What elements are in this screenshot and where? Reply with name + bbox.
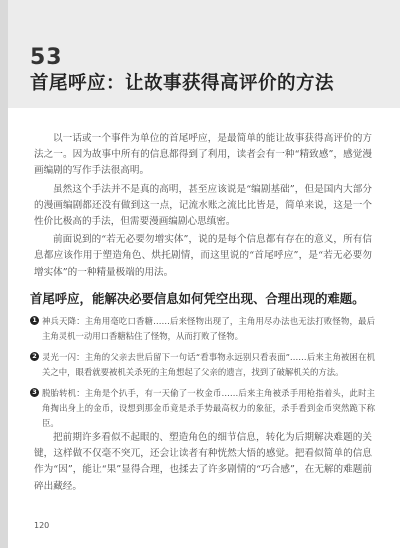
intro-paragraph-1: 以一话或一个事件为单位的首尾呼应，是最简单的能让故事获得高评价的方法之一。因为故事中所有的信息都得到了利用，读者会有一种“精致感”，感觉漫画编剧的写作手法很高明。: [34, 133, 372, 177]
intro-paragraph-2: 虽然这个手法并不是真的高明，甚至应该说是“编剧基础”，但是国内大部分的漫画编剧都还没有做到这一点，记流水账之流比比皆是，简单来说，这是一个性价比极高的手法，但需要漫画编剧心思缜密。: [34, 183, 372, 228]
chapter-title: 首尾呼应：让故事获得高评价的方法: [30, 73, 335, 94]
example-text: 神兵天降：主角用毫吃口香糖……后来怪物出现了，主角用尽办法也无法打败怪物，最后主角灵机一动用口香糖粘住了怪物，从而打败了怪物。: [42, 316, 375, 341]
number-circle-icon: 2: [30, 352, 39, 361]
page-number: 120: [34, 521, 50, 530]
page-edge-strip: [0, 0, 8, 548]
number-circle-icon: 3: [30, 388, 39, 397]
example-item-3: [30, 386, 375, 430]
chapter-number: 53: [30, 45, 63, 70]
number-circle-icon: 1: [30, 316, 39, 325]
example-item-2: [30, 350, 375, 379]
intro-paragraph-3: 前面说到的“若无必要勿增实体”，说的是每个信息都有存在的意义，所有信息都应该作用于塑造角色、烘托剧情，而这里说的“首尾呼应”，是“若无必要勿增实体”的一种精量极端的用法。: [34, 234, 372, 278]
example-text: 脱胎转机：主角是个扒手，有一天偷了一枚金币……后来主角被杀手用枪指着头，此时主角掏出身上的金币，设想到那金币竟是杀手势最高权力的象征，杀手看到金币突然跪下称臣。: [42, 388, 375, 428]
example-item-1: [30, 314, 375, 343]
example-text: 灵光一闪：主角的父亲去世后留下一句话“看事物永远别只看表面”……后来主角被困在机关之中，眼看就要被机关杀死的主角想起了父亲的遗言，找到了破解机关的方法。: [42, 352, 375, 377]
examples-list: [30, 314, 375, 437]
closing-paragraph: 把前期许多看似不起眼的、塑造角色的细节信息，转化为后期解决难题的关键，这样做不仅毫不突兀，还会让读者有种恍然大悟的感觉。把看似简单的信息作为“因”，能让“果”显得合理，也揉去了许多剧情的“巧合感”，在无解的难题前碎出藏经。: [34, 432, 372, 492]
intro-section: [34, 131, 372, 283]
section-subheading: 首尾呼应，能解决必要信息如何凭空出现、合理出现的难题。: [30, 291, 365, 306]
closing-section: [34, 430, 372, 497]
